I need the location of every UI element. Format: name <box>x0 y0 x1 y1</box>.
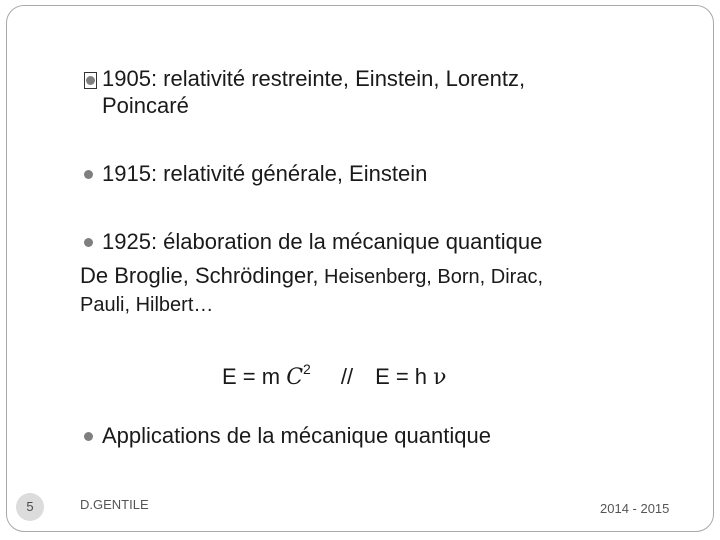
bullet-1915: 1915: relativité générale, Einstein <box>102 161 428 186</box>
formula-nu: ν <box>433 365 447 390</box>
physicists-line-2-text: Pauli, Hilbert… <box>80 294 214 316</box>
formula-variable: C <box>286 365 304 390</box>
formula <box>222 356 447 391</box>
bullet-icon <box>84 238 93 247</box>
bullet-1905: 1905: relativité restreinte, Einstein, Lorentz, <box>102 66 526 91</box>
formula-left: E = m <box>222 364 287 389</box>
page-number: 5 <box>16 493 44 521</box>
bullet-applications: Applications de la mécanique quantique <box>102 423 491 448</box>
formula-exponent: 2 <box>303 361 311 377</box>
formula-right: E = h <box>375 364 434 389</box>
bullet-icon <box>84 432 93 441</box>
bullet-icon <box>84 170 93 179</box>
bullet-icon <box>86 76 95 85</box>
footer-author: D.GENTILE <box>80 497 149 512</box>
footer-year: 2014 - 2015 <box>600 501 670 516</box>
bullet-1905-continuation: Poincaré <box>102 93 189 118</box>
physicists-line-2 <box>80 291 213 318</box>
physicists-line-1 <box>80 263 543 290</box>
physicists-line-1-a: De Broglie, Schrödinger, <box>80 263 319 288</box>
physicists-line-1-b: Heisenberg, Born, Dirac, <box>318 266 544 288</box>
formula-separator: // <box>340 364 354 389</box>
bullet-1925: 1925: élaboration de la mécanique quantique <box>102 229 543 254</box>
